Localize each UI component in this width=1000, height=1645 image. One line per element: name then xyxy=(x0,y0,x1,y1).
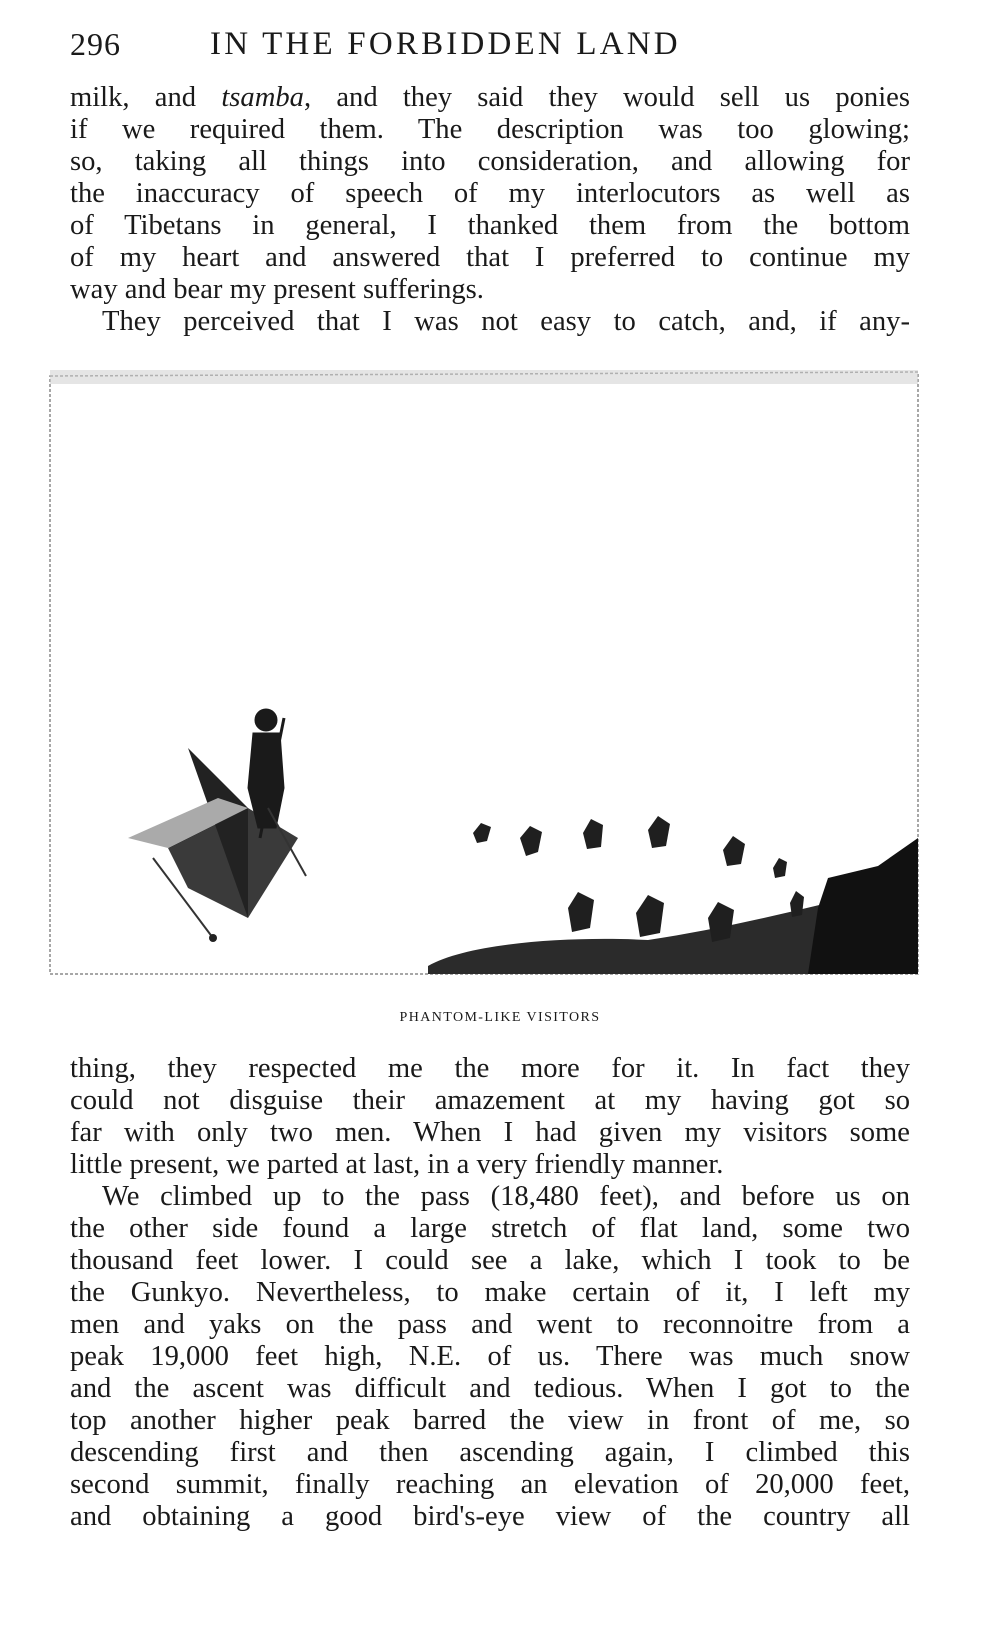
text-line: and the ascent was difficult and tedious. When I got to the xyxy=(70,1373,910,1404)
text-line: if we required them. The description was too glowing; xyxy=(70,114,910,145)
text-line: could not disguise their amazement at my having got so xyxy=(70,1085,910,1116)
text-line: We climbed up to the pass (18,480 feet), and before us on xyxy=(102,1181,910,1212)
text-line: and obtaining a good bird's-eye view of the country all xyxy=(70,1501,910,1532)
text-line-remainder: , and they said they would sell us ponies xyxy=(303,82,910,113)
text-line: men and yaks on the pass and went to reconnoitre from a xyxy=(70,1309,910,1340)
text-line: the other side found a large stretch of flat land, some two xyxy=(70,1213,910,1244)
text-line: milk, and tsamba, and they said they would sell us ponies xyxy=(70,82,910,113)
text-line: They perceived that I was not easy to catch, and, if any- xyxy=(102,306,910,337)
text-line: the Gunkyo. Nevertheless, to make certain of it, I left my xyxy=(70,1277,910,1308)
plate-background xyxy=(48,368,920,976)
text-line: little present, we parted at last, in a very friendly manner. xyxy=(70,1149,724,1180)
text-line: of Tibetans in general, I thanked them from the bottom xyxy=(70,210,910,241)
figure-caption: PHANTOM-LIKE VISITORS xyxy=(399,1010,601,1025)
text-line: thousand feet lower. I could see a lake, which I took to be xyxy=(70,1245,910,1276)
plate-top-haze xyxy=(50,370,918,384)
page-number: 296 xyxy=(70,26,121,62)
page-header xyxy=(70,22,910,66)
text-line: way and bear my present sufferings. xyxy=(70,274,484,305)
text-line: far with only two men. When I had given my visitors some xyxy=(70,1117,910,1148)
text-line: the inaccuracy of speech of my interlocutors as well as xyxy=(70,178,910,209)
text-line: of my heart and answered that I preferred to continue my xyxy=(70,242,910,273)
text-line: top another higher peak barred the view in front of me, so xyxy=(70,1405,910,1436)
text-line: thing, they respected me the more for it. In fact they xyxy=(70,1053,910,1084)
text-line: peak 19,000 feet high, N.E. of us. There was much snow xyxy=(70,1341,910,1372)
text-line: so, taking all things into consideration, and allowing for xyxy=(70,146,910,177)
italic-term: tsamba xyxy=(221,82,304,113)
pole-tip xyxy=(209,934,217,942)
text-line: second summit, finally reaching an elevation of 20,000 feet, xyxy=(70,1469,910,1500)
text-line: descending first and then ascending again, I climbed this xyxy=(70,1437,910,1468)
top-paragraphs xyxy=(70,82,910,338)
running-title: IN THE FORBIDDEN LAND xyxy=(210,26,681,62)
illustration-plate xyxy=(48,368,920,976)
bottom-paragraphs xyxy=(70,1053,910,1533)
